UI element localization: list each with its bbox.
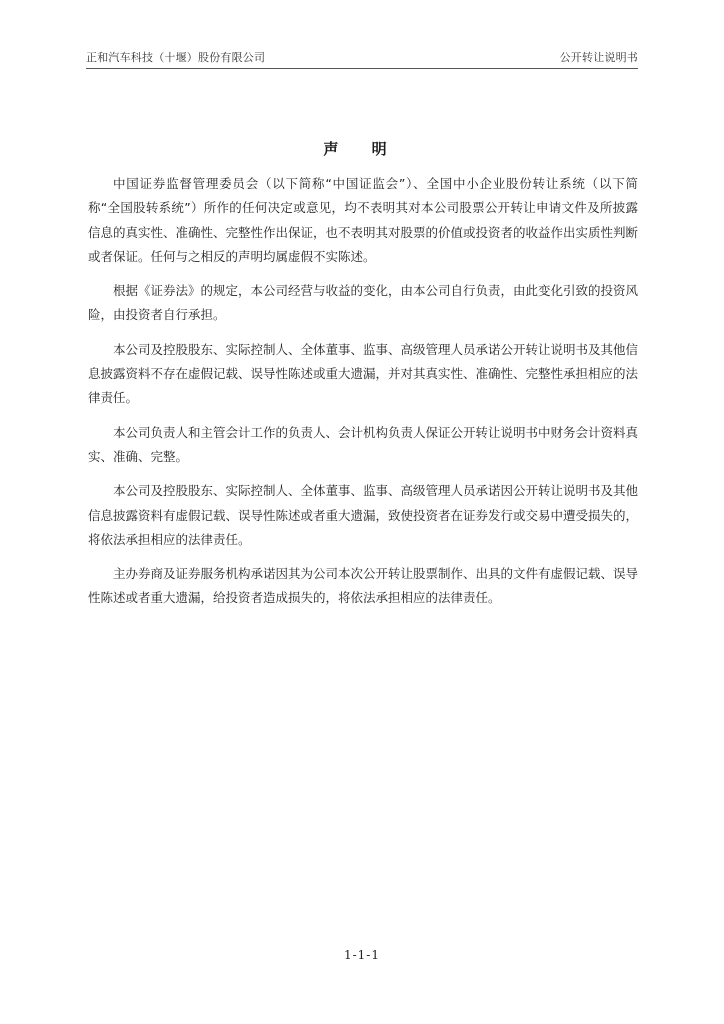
paragraph-broker-commitment: 主办券商及证券服务机构承诺因其为公司本次公开转让股票制作、出具的文件有虚假记载、误导性陈述或者重大遗漏，给投资者造成损失的，将依法承担相应的法律责任。 [88, 566, 639, 606]
declaration-body [88, 172, 638, 621]
header-divider [86, 68, 638, 69]
header-document-type: 公开转让说明书 [559, 51, 638, 64]
paragraph-securities-law: 根据《证券法》的规定，本公司经营与收益的变化，由本公司自行负责，由此变化引致的投资风险，由投资者自行承担。 [88, 283, 639, 323]
page-number: 1-1-1 [343, 948, 380, 962]
page-header [86, 49, 638, 67]
page-title: 声 明 [323, 140, 401, 158]
header-company-name: 正和汽车科技（十堰）股份有限公司 [86, 51, 266, 64]
paragraph-csrc-disclaimer: 中国证券监督管理委员会（以下简称“中国证监会”）、全国中小企业股份转让系统（以下简称“全国股转系统”）所作的任何决定或意见，均不表明其对本公司股票公开转让申请文件及所披露信息的真实性、准确性、完整性作出保证，也不表明其对股票的价值或投资者的收益作出实质性判断或者保证。任何与之相反的声明均属虚假不实陈述。 [88, 176, 639, 264]
paragraph-liability-commitment: 本公司及控股股东、实际控制人、全体董事、监事、高级管理人员承诺因公开转让说明书及其他信息披露资料有虚假记载、误导性陈述或者重大遗漏，致使投资者在证券发行或交易中遭受损失的，将依法承担相应的法律责任。 [88, 483, 639, 547]
paragraph-disclosure-commitment: 本公司及控股股东、实际控制人、全体董事、监事、高级管理人员承诺公开转让说明书及其他信息披露资料不存在虚假记载、误导性陈述或重大遗漏，并对其真实性、准确性、完整性承担相应的法律责任。 [88, 341, 639, 406]
paragraph-financial-guarantee: 本公司负责人和主管会计工作的负责人、会计机构负责人保证公开转让说明书中财务会计资料真实、准确、完整。 [88, 424, 639, 464]
